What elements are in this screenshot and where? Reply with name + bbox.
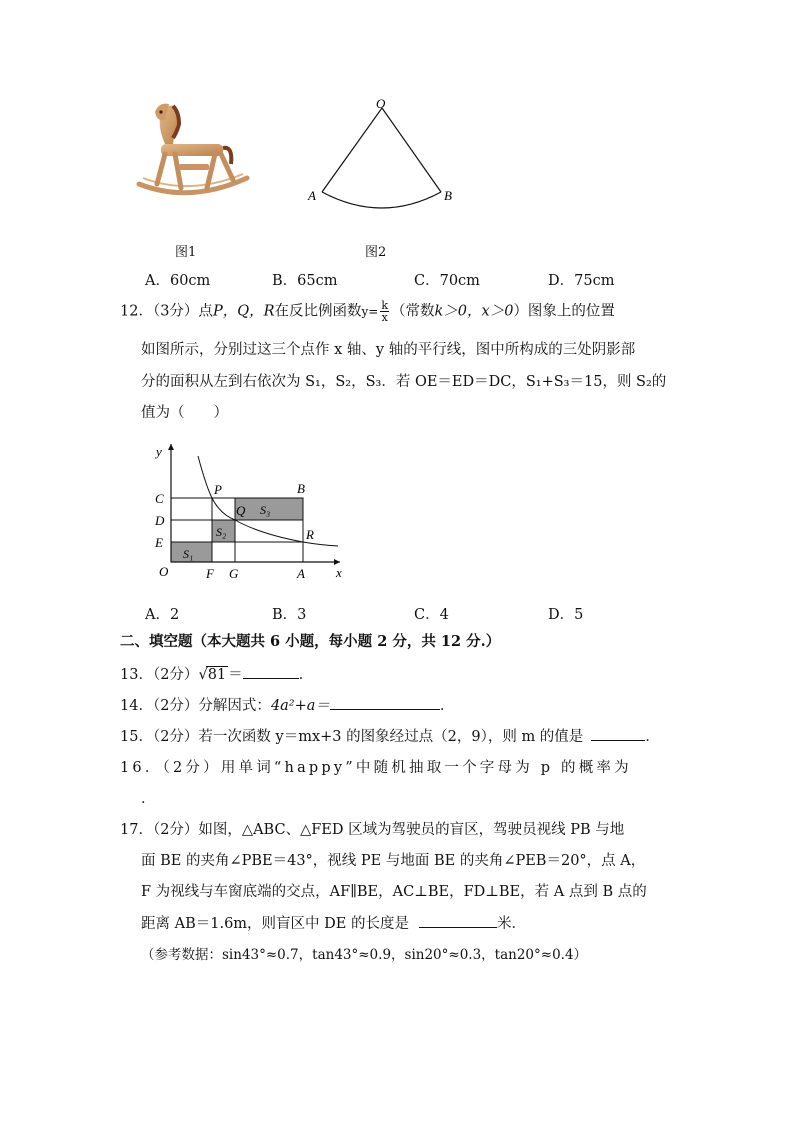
q16-line: 16．（2分）用单词“happy”中随机抽取一个字母为 p 的概率为: [120, 760, 632, 776]
fig2-label-o: O: [376, 96, 386, 111]
q12-graph: [140, 436, 350, 586]
q12-fraction-prefix: y=: [361, 304, 379, 319]
graph-label-g: G: [229, 566, 239, 581]
q14-end: ．: [439, 698, 455, 714]
sector-diagram: [300, 94, 470, 224]
q17-line-1: 17．（2分）如图，△ABC、△FED 区域为驾驶员的盲区，驾驶员视线 PB 与地: [120, 822, 625, 838]
q13-end: ．: [298, 667, 314, 683]
q14-expr: 4a²+a＝: [270, 698, 330, 714]
q12-line-4: 值为（ ）: [141, 405, 228, 421]
graph-label-e: E: [155, 535, 163, 550]
q12-line1-d: （常数: [391, 303, 435, 320]
q13-prefix: 13．（2分）: [120, 667, 199, 683]
q17-line-2: 面 BE 的夹角∠PBE＝43°，视线 PE 与地面 BE 的夹角∠PEB＝20°，点 A，: [141, 853, 646, 869]
q11-option-c: C．70cm: [414, 273, 480, 289]
graph-label-s2: S₂: [216, 525, 227, 539]
q15-answer-blank[interactable]: [591, 726, 645, 741]
q12-line1-b: P，Q，R: [212, 303, 275, 320]
q15-text: 15．（2分）若一次函数 y＝mx+3 的图象经过点（2，9），则 m 的值是: [120, 729, 584, 745]
q12-line-3: 分的面积从左到右依次为 S₁，S₂，S₃．若 OE＝ED＝DC，S₁+S₃＝15，则 S₂的: [141, 374, 667, 390]
q13-answer-blank[interactable]: [243, 664, 299, 679]
q13-line: [120, 664, 313, 685]
graph-label-x: x: [336, 565, 342, 580]
section2-heading: 二、填空题（本大题共 6 小题，每小题 2 分，共 12 分.）: [120, 633, 501, 650]
q11-option-b: B．65cm: [272, 273, 338, 289]
fig2-label-a: A: [308, 188, 316, 203]
graph-label-q: Q: [236, 503, 246, 518]
q12-fraction: [380, 300, 389, 323]
q17-answer-blank[interactable]: [419, 913, 497, 928]
graph-label-c: C: [155, 491, 164, 506]
graph-label-y: y: [156, 444, 162, 459]
fig2-label-b: B: [444, 188, 452, 203]
q14-answer-blank[interactable]: [330, 695, 440, 710]
q17-line4-a: 距离 AB＝1.6m，则盲区中 DE 的长度是: [141, 916, 409, 932]
rocking-horse-image: [135, 98, 255, 203]
q14-prefix: 14．（2分）分解因式：: [120, 698, 271, 714]
q12-fraction-den: x: [381, 311, 388, 324]
q12-option-b: B．3: [272, 607, 307, 623]
q12-fraction-num: k: [381, 299, 389, 312]
fig1-caption: 图1: [175, 245, 197, 260]
q12-line-2: 如图所示，分别过这三个点作 x 轴、y 轴的平行线，图中所构成的三处阴影部: [141, 342, 636, 358]
q17-reference: （参考数据：sin43°≈0.7，tan43°≈0.9，sin20°≈0.3，tan20°≈0.4）: [141, 947, 588, 963]
q11-option-a: A．60cm: [145, 273, 211, 289]
q12-option-a: A．2: [145, 607, 180, 623]
q12-line1-a: 12．（3分）点: [120, 303, 213, 320]
graph-label-r: R: [306, 527, 314, 542]
graph-label-a: A: [297, 566, 305, 581]
q13-suffix: ＝: [228, 667, 243, 683]
sqrt-sign: √: [198, 667, 208, 683]
q12-line-1: [120, 300, 615, 323]
q12-line1-e: k＞0，x＞0: [434, 303, 514, 320]
q13-radicand: 81: [207, 667, 227, 683]
graph-label-f: F: [206, 566, 214, 581]
graph-label-s1: S₁: [183, 547, 194, 561]
q12-option-d: D．5: [548, 607, 584, 623]
q15-line: [120, 726, 660, 747]
graph-label-s3: S₃: [260, 503, 271, 517]
q14-line: [120, 695, 454, 716]
graph-label-p: P: [214, 482, 222, 497]
q16-end: ．: [141, 791, 156, 807]
graph-label-o: O: [159, 564, 169, 579]
q12-line1-f: ）图象上的位置: [513, 303, 615, 320]
q17-line-4: [141, 913, 526, 934]
graph-label-d: D: [155, 513, 165, 528]
q12-option-c: C．4: [414, 607, 449, 623]
fig2-caption: 图2: [365, 245, 387, 260]
q16-answer-line: [141, 789, 156, 809]
q12-line1-c: 在反比例函数: [274, 303, 362, 320]
q11-option-d: D．75cm: [548, 273, 615, 289]
graph-label-b: B: [297, 481, 305, 496]
q15-end: ．: [645, 729, 660, 745]
q17-line4-b: 米．: [496, 916, 526, 932]
q17-line-3: F 为视线与车窗底端的交点，AF∥BE，AC⊥BE，FD⊥BE，若 A 点到 B 点的: [141, 884, 647, 900]
